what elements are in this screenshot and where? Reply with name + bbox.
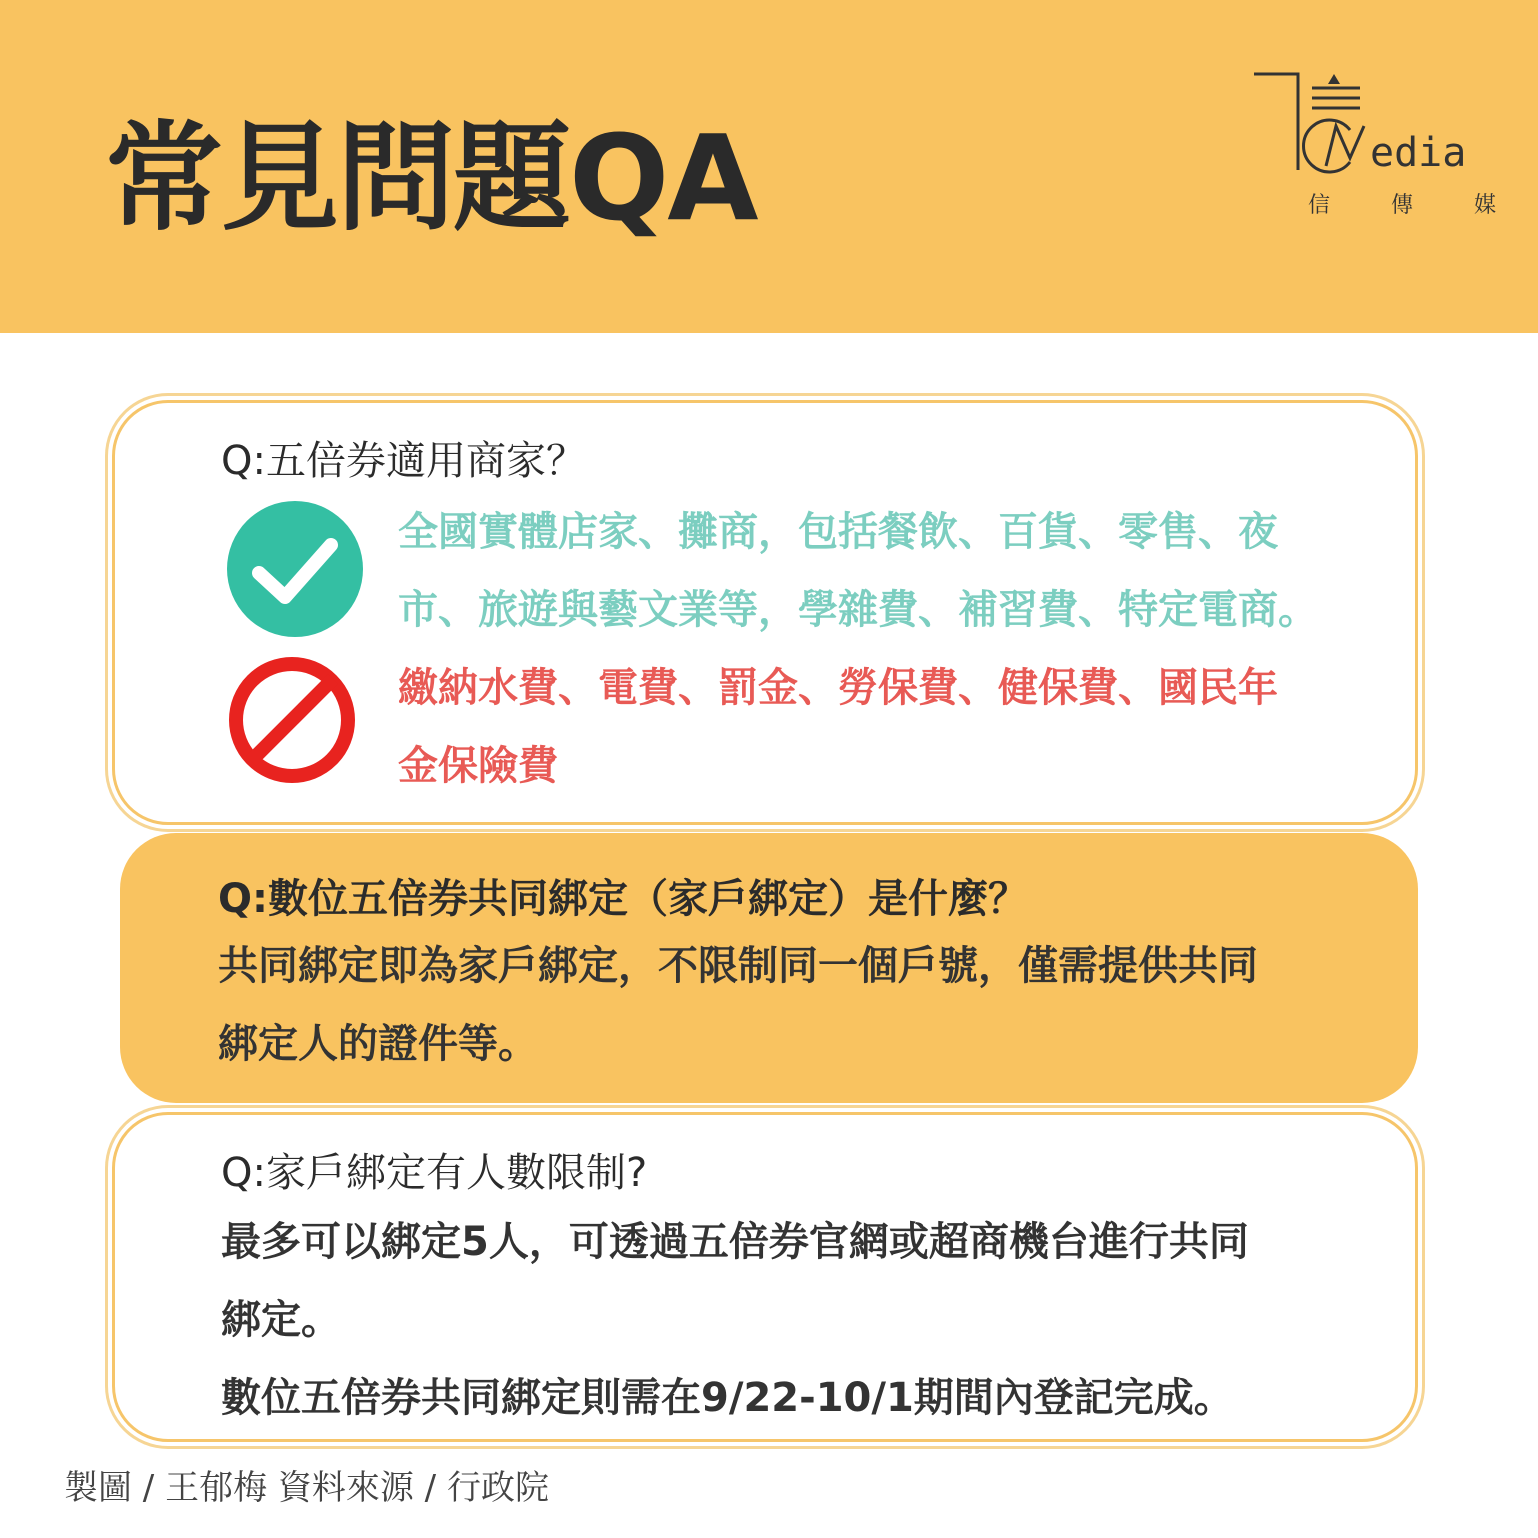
denied-text: 繳納水費、電費、罰金、勞保費、健保費、國民年 金保險費 [398, 665, 1278, 789]
allowed-text: 全國實體店家、攤商，包括餐飲、百貨、零售、夜 市、旅遊與藝文業等，學雜費、補習費、特定電商。 [398, 509, 1318, 633]
header-banner [0, 0, 1538, 333]
check-circle-icon [225, 499, 365, 639]
question-text: Q:五倍券適用商家？ [221, 438, 586, 484]
page-title: 常見問題QA [105, 109, 757, 247]
answer-text: 共同綁定即為家戶綁定，不限制同一個戶號，僅需提供共同 綁定人的證件等。 [218, 943, 1258, 1067]
prohibited-icon [227, 655, 357, 785]
answer-text: 最多可以綁定5人，可透過五倍券官網或超商機台進行共同 綁定。 數位五倍券共同綁定則需在9/22-10/1期間內登記完成。 [221, 1219, 1249, 1421]
question-text: Q:數位五倍券共同綁定（家戶綁定）是什麼？ [218, 876, 1028, 922]
footer-credit: 製圖 / 王郁梅 資料來源 / 行政院 [64, 1468, 549, 1508]
question-text: Q:家戶綁定有人數限制? [221, 1150, 648, 1196]
logo-chinese-text: 信 傳 媒 [1308, 193, 1498, 218]
qa-card-household-binding [120, 833, 1418, 1103]
qa-card-eligible-merchants [112, 400, 1418, 825]
qa-card-binding-limit [112, 1112, 1418, 1442]
tcmedia-logo [1250, 70, 1510, 230]
svg-text:edia: edia [1370, 130, 1467, 176]
tcmedia-logo-icon [1250, 70, 1510, 180]
